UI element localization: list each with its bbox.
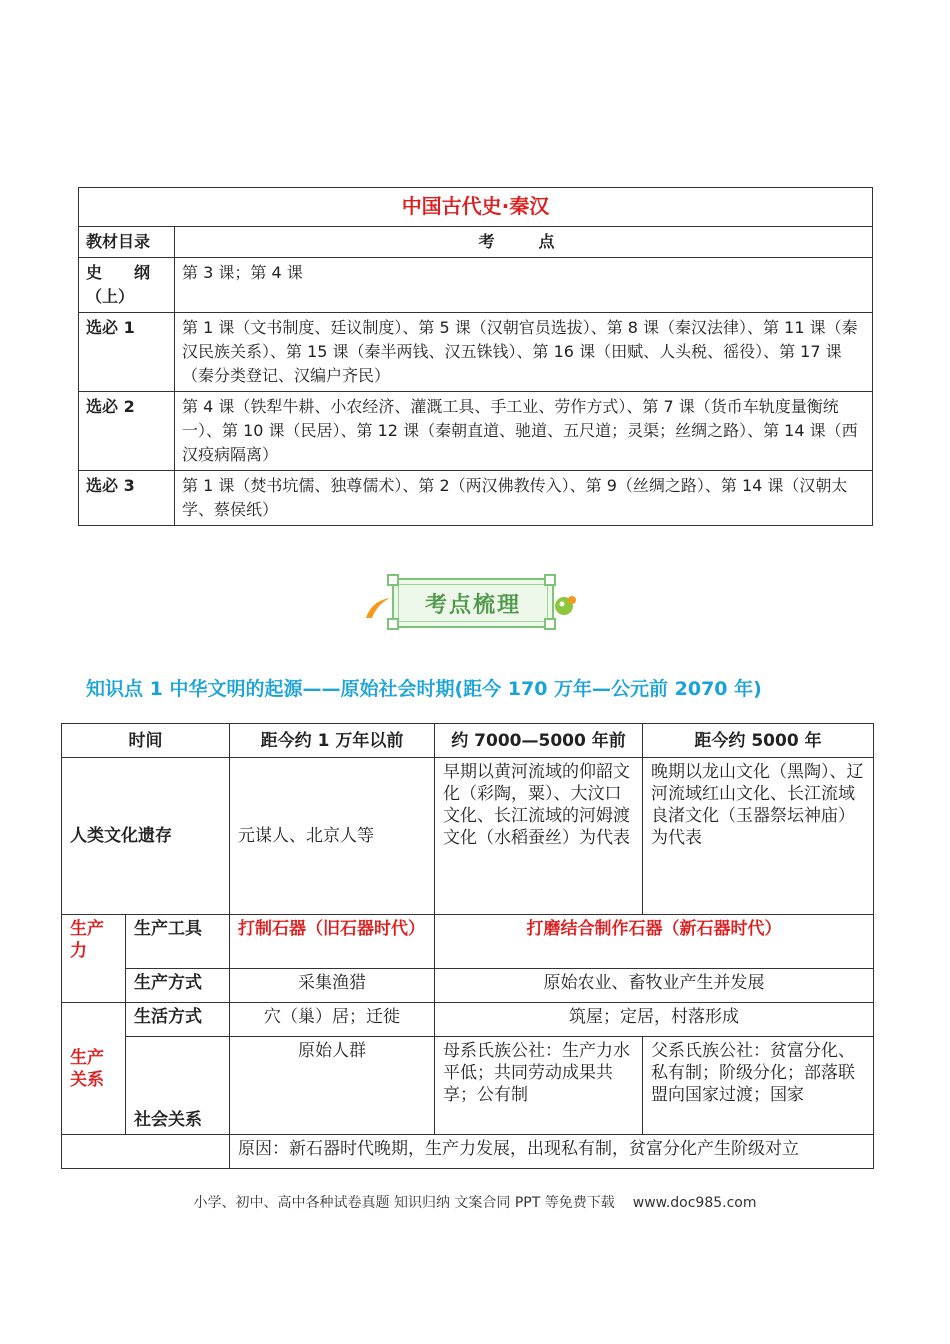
row-label: 选必 3 — [79, 471, 175, 526]
culture-period-2: 早期以黄河流域的仰韶文化（彩陶，粟）、大汶口文化、长江流域的河姆渡文化（水稻蚕丝）为代表 — [435, 758, 643, 915]
tools-old: 打制石器（旧石器时代） — [230, 915, 435, 969]
footer-text: 小学、初中、高中各种试卷真题 知识归纳 文案合同 PPT 等免费下载 — [193, 1195, 615, 1211]
mode-new: 原始农业、畜牧业产生并发展 — [435, 969, 874, 1003]
social-period-1: 原始人群 — [230, 1037, 435, 1135]
culture-period-3: 晚期以龙山文化（黑陶）、辽河流域红山文化、长江流域良渚文化（玉器祭坛神庙）为代表 — [643, 758, 874, 915]
tools-new: 打磨结合制作石器（新石器时代） — [435, 915, 874, 969]
key-points-banner — [362, 574, 587, 634]
banner-text: 考点梳理 — [398, 584, 548, 622]
primitive-society-table — [61, 723, 874, 1169]
life-old: 穴（巢）居；迁徙 — [230, 1003, 435, 1037]
header-period-1: 距今约 1 万年以前 — [230, 724, 435, 758]
corner-square — [387, 574, 399, 586]
productivity-label: 生产力 — [62, 915, 126, 1003]
life-label: 生活方式 — [126, 1003, 230, 1037]
row-content: 第 1 课（文书制度、廷议制度）、第 5 课（汉朝官员选拔）、第 8 课（秦汉法律）、第 11 课（秦汉民族关系）、第 15 课（秦半两钱、汉五铢钱）、第 16 课（田赋、人头税、徭役）、第 17 课（秦分类登记、汉编户齐民） — [175, 313, 873, 392]
mode-label: 生产方式 — [126, 969, 230, 1003]
dots-icon — [552, 592, 582, 622]
knowledge-point-title: 知识点 1 中华文明的起源——原始社会时期(距今 170 万年—公元前 2070 年) — [86, 678, 762, 700]
empty-cell — [62, 1135, 230, 1169]
social-period-3: 父系氏族公社：贫富分化、私有制；阶级分化；部落联盟向国家过渡；国家 — [643, 1037, 874, 1135]
header-points: 考 点 — [175, 227, 873, 258]
row-label: 选必 2 — [79, 392, 175, 471]
culture-period-1: 元谋人、北京人等 — [230, 758, 435, 915]
header-textbook: 教材目录 — [79, 227, 175, 258]
row-content: 第 3 课；第 4 课 — [175, 258, 873, 313]
header-period-3: 距今约 5000 年 — [643, 724, 874, 758]
header-time: 时间 — [62, 724, 230, 758]
row-label: 史 纲（上） — [79, 258, 175, 313]
row-content: 第 1 课（焚书坑儒、独尊儒术）、第 2（两汉佛教传入）、第 9（丝绸之路）、第 14 课（汉朝太学、蔡侯纸） — [175, 471, 873, 526]
footer — [0, 1192, 950, 1212]
tools-label: 生产工具 — [126, 915, 230, 969]
banner-frame — [392, 578, 554, 628]
culture-label: 人类文化遗存 — [62, 758, 230, 915]
table-title: 中国古代史·秦汉 — [79, 188, 873, 227]
row-label: 选必 1 — [79, 313, 175, 392]
row-content: 第 4 课（铁犁牛耕、小农经济、灌溉工具、手工业、劳作方式）、第 7 课（货币车轨度量衡统一）、第 10 课（民居）、第 12 课（秦朝直道、驰道、五尺道；灵渠；丝绸之路）、第 14 课（西汉疫病隔离） — [175, 392, 873, 471]
footer-url[interactable]: www.doc985.com — [632, 1195, 757, 1211]
social-period-2: 母系氏族公社：生产力水平低；共同劳动成果共享；公有制 — [435, 1037, 643, 1135]
qin-han-syllabus-table — [78, 187, 873, 526]
cause-text: 原因：新石器时代晚期，生产力发展，出现私有制，贫富分化产生阶级对立 — [230, 1135, 874, 1169]
life-new: 筑屋；定居，村落形成 — [435, 1003, 874, 1037]
mode-old: 采集渔猎 — [230, 969, 435, 1003]
relations-label: 生产关系 — [62, 1003, 126, 1135]
corner-square — [387, 618, 399, 630]
social-label: 社会关系 — [126, 1037, 230, 1135]
header-period-2: 约 7000—5000 年前 — [435, 724, 643, 758]
corner-square — [544, 574, 556, 586]
